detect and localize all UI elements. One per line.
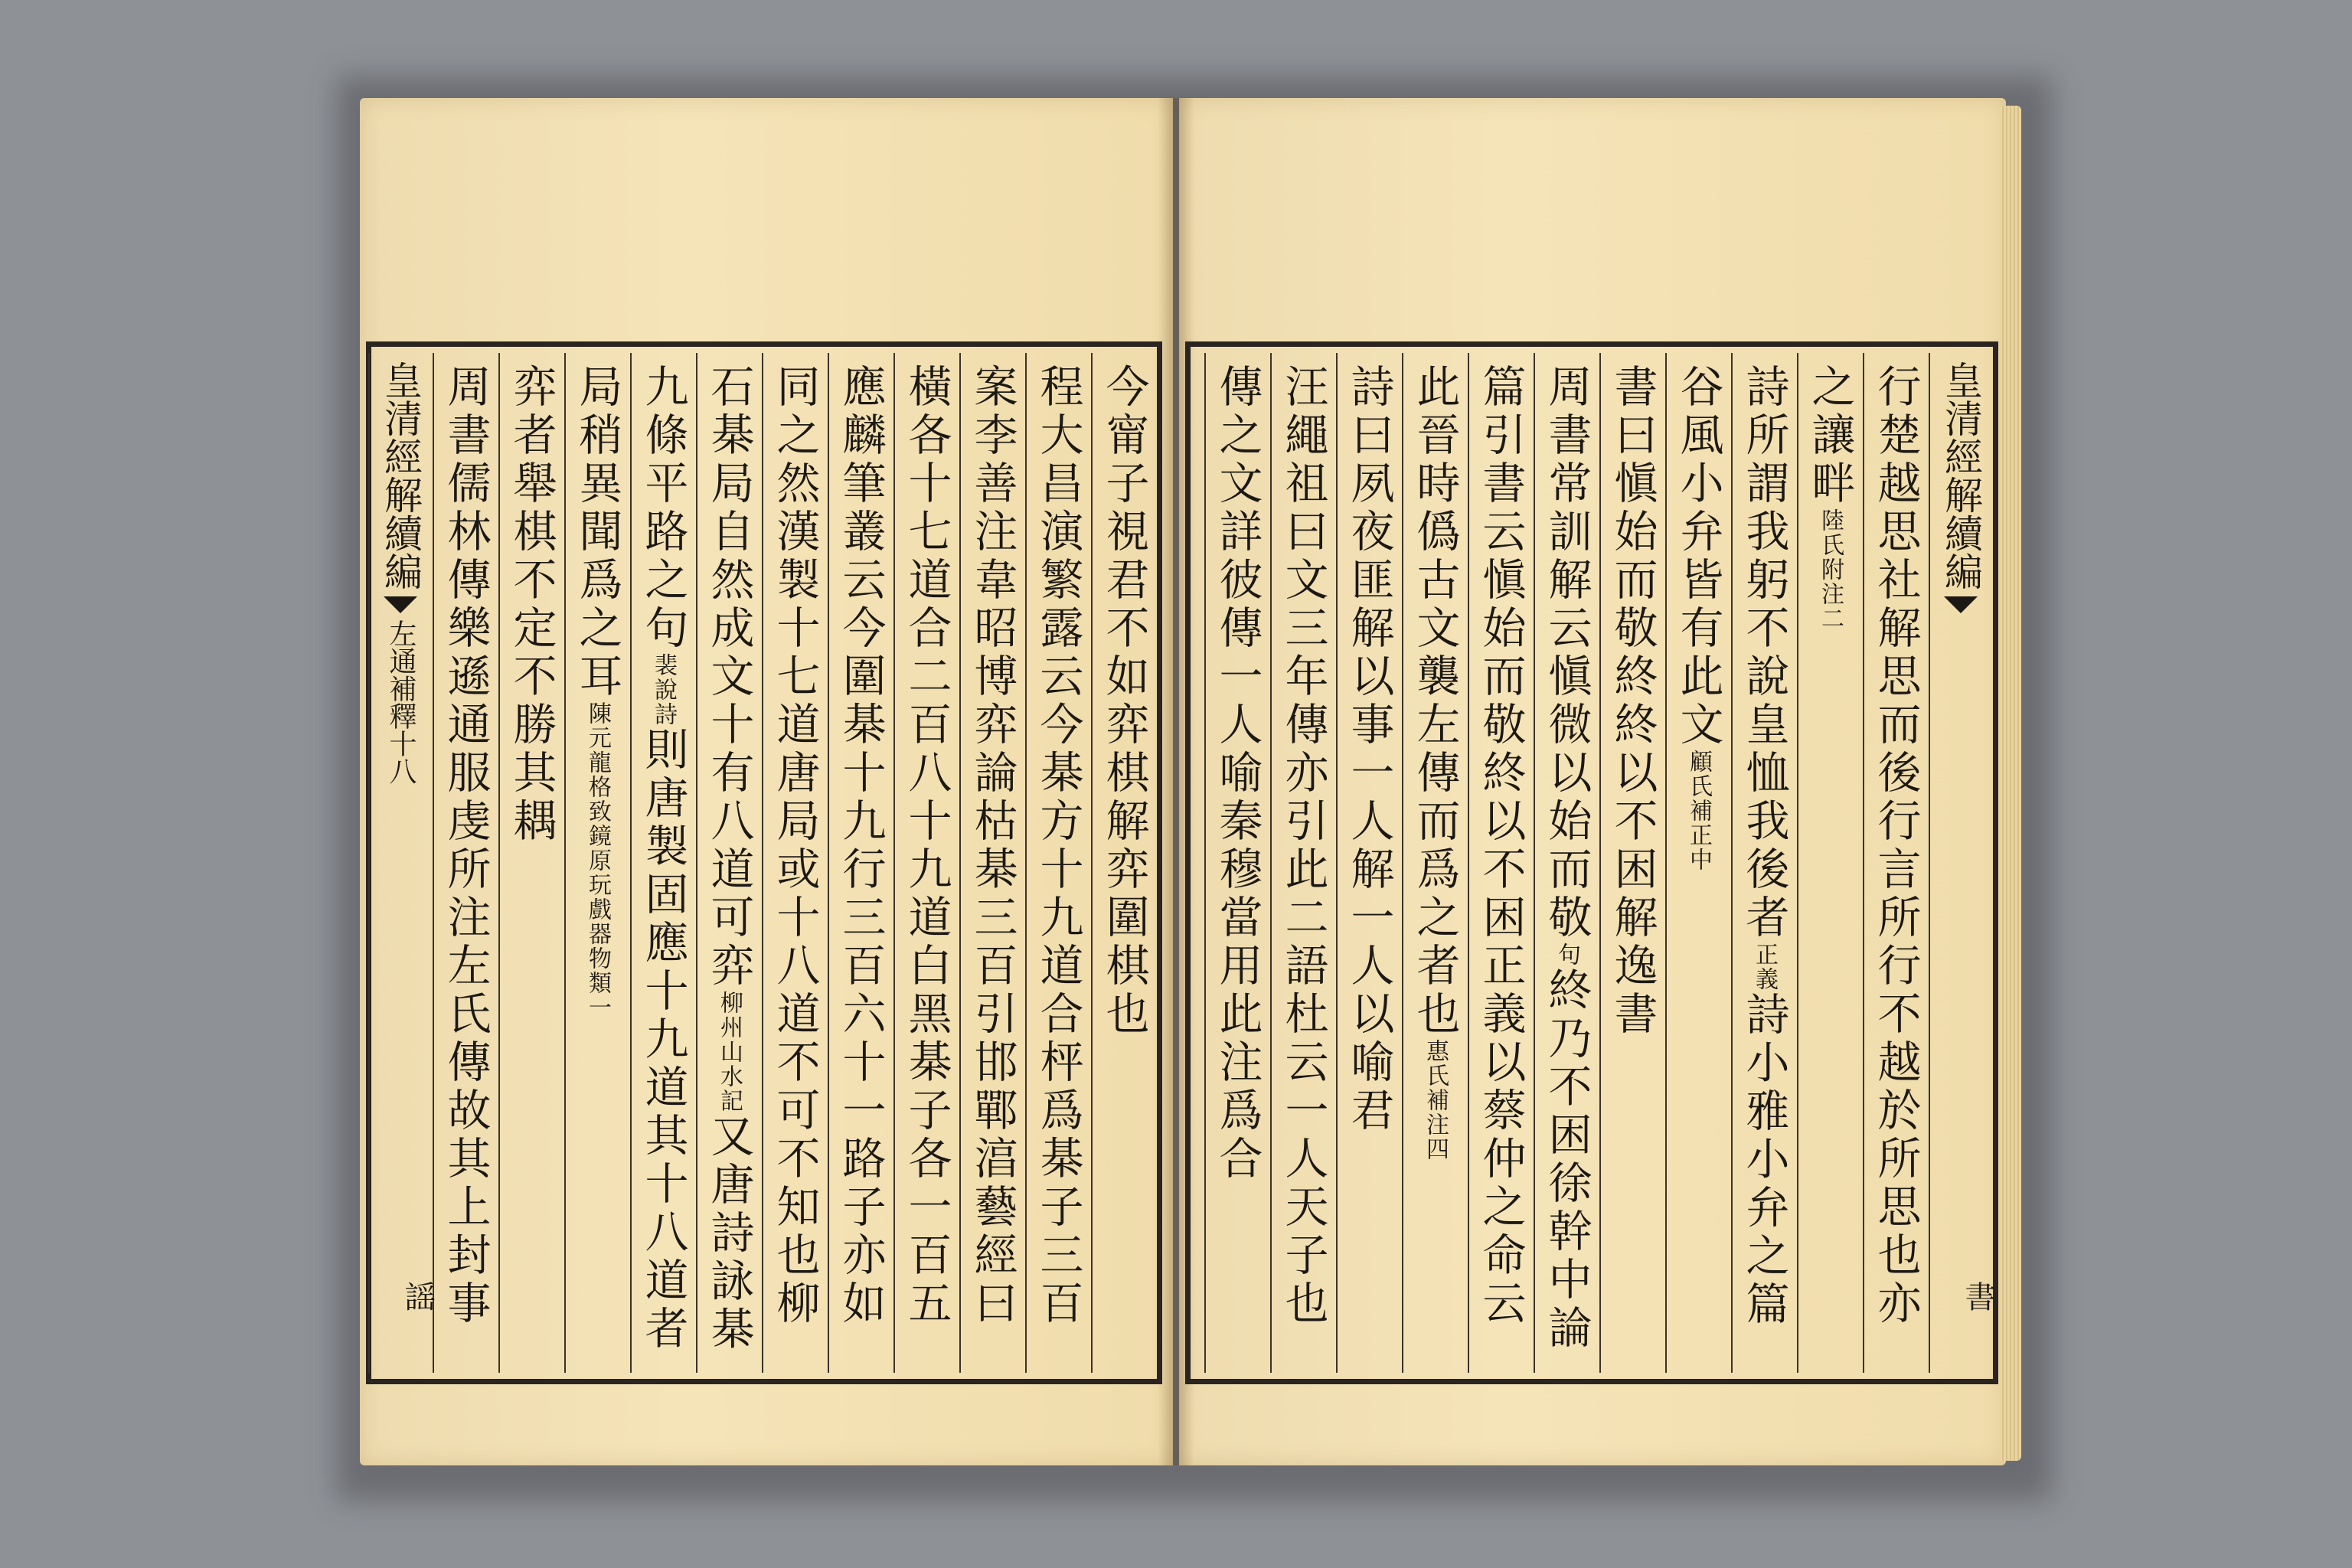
right-annotation: 句: [1553, 942, 1580, 967]
left-banxin: [368, 353, 433, 1373]
left-column-tail: 又唐詩詠棊: [704, 1113, 754, 1354]
right-column-5: [1599, 353, 1665, 1373]
right-column-6: [1534, 353, 1599, 1373]
left-column-text: 程大昌演繁露云今棊方十九道合枰爲棊子三百: [1033, 364, 1083, 1328]
left-column-text: 今甯子視君不如弈棋解弈圍棋也: [1099, 364, 1149, 1039]
right-column-10: [1270, 353, 1336, 1373]
left-fishtail-icon: [384, 596, 417, 613]
left-annotation: 裴說詩: [650, 653, 677, 727]
left-column-6: [762, 353, 828, 1373]
right-annotation: 顧氏補正中: [1685, 750, 1712, 872]
right-column-2: [1797, 353, 1863, 1373]
right-annotation: 正義: [1751, 942, 1778, 991]
right-column-3: [1731, 353, 1797, 1373]
right-columns: [1191, 353, 1993, 1373]
left-column-11: [433, 353, 498, 1373]
right-column-text: 之讓畔: [1805, 364, 1855, 508]
right-column-text: 篇引書云愼始而敬終以不困正義以蔡仲之命云: [1475, 364, 1526, 1328]
left-column-text: 同之然漢製十七道唐局或十八道不可不知也柳: [769, 364, 820, 1328]
right-annotation: 陸氏附注二: [1817, 508, 1844, 631]
left-column-7: [696, 353, 762, 1373]
left-annotation: 柳州山水記: [716, 991, 743, 1113]
right-column-1: [1863, 353, 1929, 1373]
right-column-11: [1204, 353, 1270, 1373]
right-column-8: [1402, 353, 1468, 1373]
left-column-5: [828, 353, 893, 1373]
left-column-2: [1025, 353, 1091, 1373]
left-column-8: [630, 353, 696, 1373]
right-folio: 書: [1960, 1281, 1995, 1312]
right-column-tail: 終乃不困徐幹中論: [1541, 967, 1592, 1353]
left-column-text: 石棊局自然成文十有八道可弈: [704, 364, 754, 991]
right-column-text: 傳之文詳彼傳一人喻秦穆當用此注爲合: [1212, 364, 1263, 1184]
left-column-text: 局稍異聞爲之耳: [572, 364, 622, 701]
left-column-9: [564, 353, 630, 1373]
right-column-text: 書曰愼始而敬終終以不困解逸書: [1607, 364, 1658, 1039]
right-column-4: [1665, 353, 1731, 1373]
right-column-text: 汪繩祖曰文三年傳亦引此二語杜云一人天子也: [1278, 364, 1328, 1328]
left-column-text: 案李善注韋昭博弈論枯棊三百引邯鄲湻藝經曰: [967, 364, 1018, 1328]
left-column-text: 橫各十七道合二百八十九道白黑棊子各一百五: [901, 364, 952, 1328]
right-column-text: 行楚越思社解思而後行言所行不越於所思也亦: [1870, 364, 1921, 1328]
left-text-frame: [366, 341, 1162, 1384]
right-banxin-title: 皇清經解續編: [1939, 361, 1983, 590]
left-column-3: [959, 353, 1025, 1373]
left-banxin-title: 皇清經解續編: [378, 361, 423, 590]
left-column-text: 弈者舉棋不定不勝其耦: [506, 364, 557, 846]
left-column-tail: 則唐製固應十九道其十八道者: [638, 727, 688, 1354]
left-annotation: 陳元龍格致鏡原玩戲器物類一: [584, 701, 611, 1020]
right-column-text: 詩所謂我躬不說皇恤我後者: [1739, 364, 1789, 942]
right-column-9: [1336, 353, 1402, 1373]
right-column-text: 此晉時僞古文襲左傳而爲之者也: [1410, 364, 1460, 1039]
left-column-10: [498, 353, 564, 1373]
right-annotation: 惠氏補注四: [1422, 1039, 1449, 1161]
left-banxin-subtitle: 左通補釋十八: [385, 619, 416, 785]
left-column-1: [1091, 353, 1157, 1373]
right-text-frame: [1185, 341, 1998, 1384]
right-column-text: 詩曰夙夜匪解以事一人解一人以喻君: [1344, 364, 1394, 1135]
right-column-text: 谷風小弁皆有此文: [1673, 364, 1723, 750]
right-column-7: [1468, 353, 1534, 1373]
left-column-text: 應麟筆叢云今圍棊十九行三百六十一路子亦如: [835, 364, 886, 1328]
right-banxin: [1929, 353, 1993, 1373]
left-column-text: 周書儒林傳樂遜通服虔所注左氏傳故其上封事: [440, 364, 491, 1328]
left-folio: 謡: [400, 1281, 435, 1312]
page-edges: [2000, 106, 2021, 1461]
right-column-text: 周書常訓解云愼微以始而敬: [1541, 364, 1592, 942]
right-column-tail: 詩小雅小弁之篇: [1739, 991, 1789, 1329]
left-columns: [371, 353, 1157, 1373]
left-column-4: [893, 353, 959, 1373]
right-fishtail-icon: [1944, 596, 1978, 613]
left-column-text: 九條平路之句: [638, 364, 688, 653]
